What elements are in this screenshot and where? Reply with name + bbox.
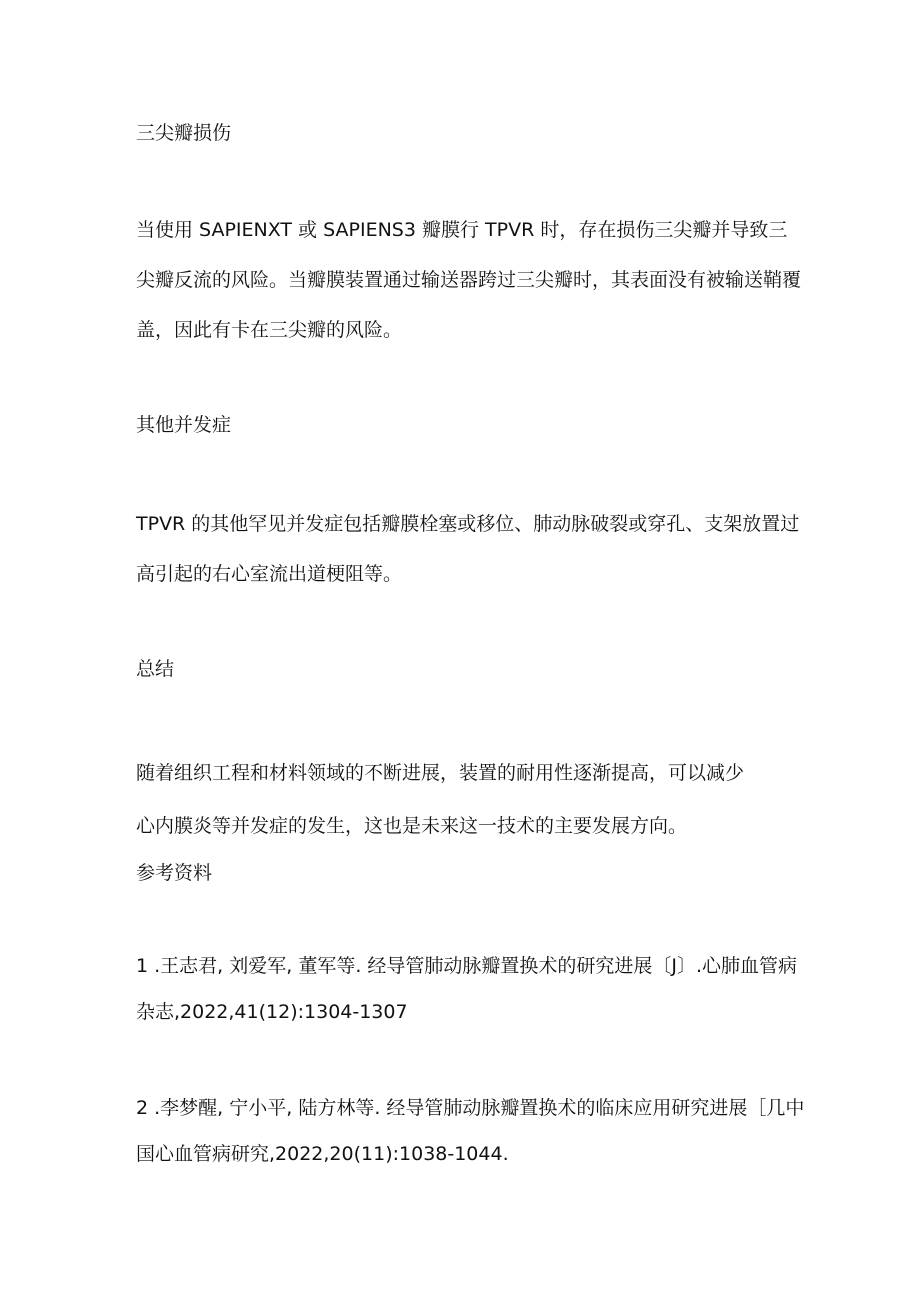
paragraph-line: 随着组织工程和材料领域的不断进展，装置的耐用性逐渐提高，可以减少 [136,762,745,784]
paragraph-line: 高引起的右心室流出道梗阻等。 [136,563,403,585]
section-heading-tricuspid: 三尖瓣损伤 [136,122,232,144]
section-heading-summary: 总结 [136,658,175,680]
reference-line: 2 .李梦醒, 宁小平, 陆方林等. 经导管肺动脉瓣置换术的临床应用研究进展［几中 [136,1097,805,1119]
section-heading-other: 其他并发症 [136,414,232,436]
reference-line: 国心血管病研究,2022,20(11):1038-1044. [136,1143,509,1165]
reference-line: 杂志,2022,41(12):1304-1307 [136,1001,408,1023]
references-heading: 参考资料 [136,862,213,884]
paragraph-line: 尖瓣反流的风险。当瓣膜装置通过输送器跨过三尖瓣时，其表面没有被输送鞘覆 [136,269,802,291]
paragraph-line: 盖，因此有卡在三尖瓣的风险。 [136,319,403,341]
paragraph-line: TPVR 的其他罕见并发症包括瓣膜栓塞或移位、肺动脉破裂或穿孔、支架放置过 [136,513,800,535]
paragraph-line: 当使用 SAPIENXT 或 SAPIENS3 瓣膜行 TPVR 时，存在损伤三尖瓣并导致三 [136,219,788,241]
paragraph-line: 心内膜炎等并发症的发生，这也是未来这一技术的主要发展方向。 [136,815,688,837]
reference-line: 1 .王志君, 刘爱军, 董军等. 经导管肺动脉瓣置换术的研究进展〔J〕.心肺血管病 [136,955,798,977]
